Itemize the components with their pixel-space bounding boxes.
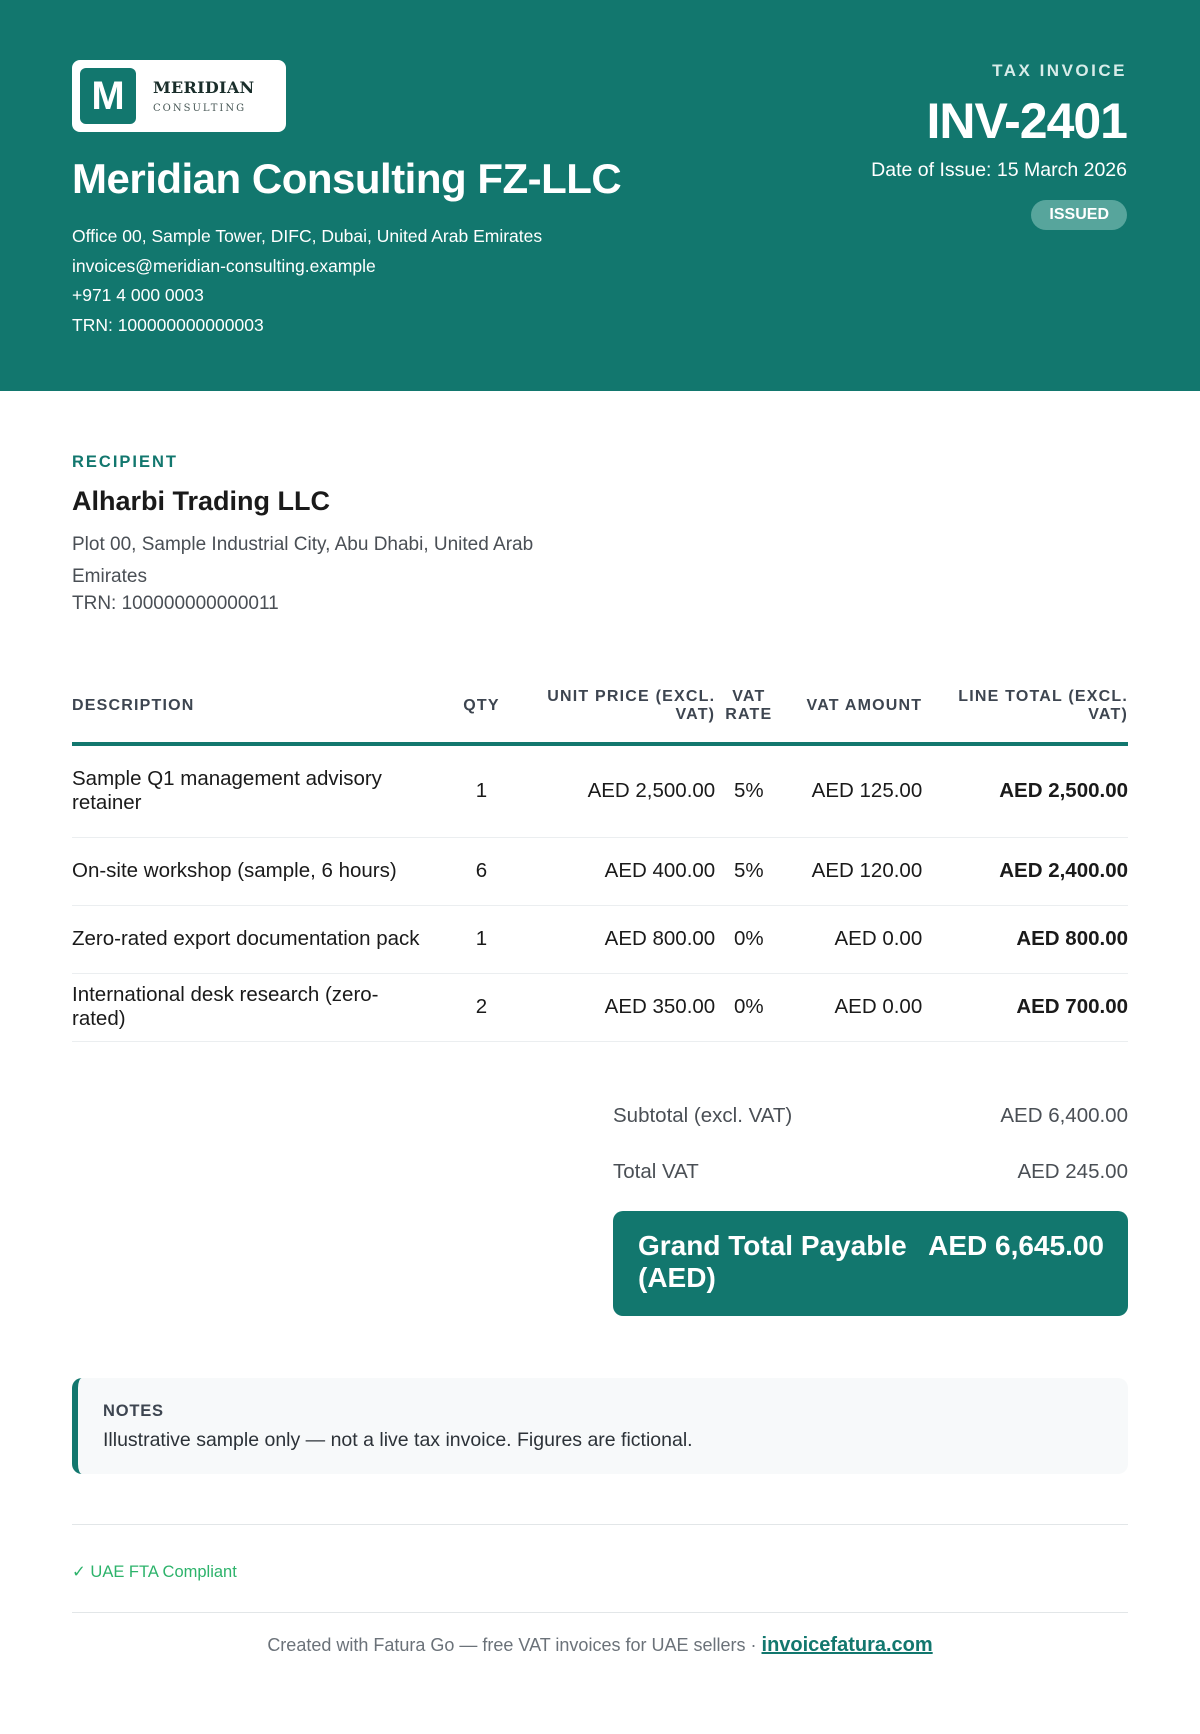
compliance-badge: ✓ UAE FTA Compliant	[72, 1563, 237, 1581]
cell-line-total: AED 2,400.00	[922, 837, 1128, 905]
company-name: Meridian Consulting FZ-LLC	[72, 155, 622, 202]
grand-total-label: Grand Total Payable (AED)	[638, 1230, 907, 1293]
logo-mark: M	[80, 68, 136, 124]
issue-date	[871, 159, 1127, 182]
cell-vat-amount: AED 0.00	[782, 973, 922, 1041]
header-unit-price: UNIT PRICE (EXCL. VAT)	[501, 670, 715, 744]
footer-link[interactable]: invoicefatura.com	[761, 1634, 933, 1656]
cell-qty: 1	[462, 744, 502, 837]
table-row	[72, 744, 1128, 837]
cell-line-total: AED 700.00	[922, 973, 1128, 1041]
table-row	[72, 837, 1128, 905]
recipient-label: RECIPIENT	[72, 453, 179, 471]
invoice-number: INV-2401	[926, 93, 1127, 149]
header-line-total: LINE TOTAL (EXCL. VAT)	[922, 670, 1128, 744]
recipient-name: Alharbi Trading LLC	[72, 486, 331, 516]
notes-title: NOTES	[103, 1402, 164, 1420]
line-items-table	[72, 670, 1128, 1042]
cell-unit-price: AED 350.00	[501, 973, 715, 1041]
logo-name: MERIDIAN	[153, 78, 255, 97]
cell-vat-amount: AED 125.00	[782, 744, 922, 837]
cell-vat-rate: 0%	[715, 905, 782, 973]
company-address: Office 00, Sample Tower, DIFC, Dubai, United Arab Emirates	[72, 226, 543, 246]
cell-qty: 2	[462, 973, 502, 1041]
cell-vat-rate: 0%	[715, 973, 782, 1041]
cell-unit-price: AED 800.00	[501, 905, 715, 973]
cell-description: Zero-rated export documentation pack	[72, 905, 462, 973]
table-row	[72, 905, 1128, 973]
subtotal-label: Subtotal (excl. VAT)	[613, 1104, 793, 1127]
subtotal-value: AED 6,400.00	[1000, 1104, 1128, 1127]
cell-vat-rate: 5%	[715, 837, 782, 905]
company-email: invoices@meridian-consulting.example	[72, 255, 376, 276]
cell-vat-rate: 5%	[715, 744, 782, 837]
total-vat-value: AED 245.00	[1017, 1160, 1128, 1183]
logo-subtitle: CONSULTING	[153, 103, 247, 114]
company-trn: TRN: 100000000000003	[72, 314, 264, 335]
issue-date-label: Date of Issue:	[871, 159, 992, 181]
header-qty: QTY	[462, 670, 502, 744]
company-logo	[72, 60, 286, 132]
recipient-address: Plot 00, Sample Industrial City, Abu Dhabi, United Arab Emirates	[72, 534, 534, 587]
footer-text: Created with Fatura Go — free VAT invoices for UAE sellers ·	[267, 1635, 757, 1655]
recipient-trn: TRN: 100000000000011	[72, 593, 279, 614]
header-vat-amount: VAT AMOUNT	[782, 670, 922, 744]
status-badge: ISSUED	[1031, 200, 1127, 230]
table-row	[72, 973, 1128, 1041]
grand-total-box	[613, 1211, 1128, 1316]
grand-total-value: AED 6,645.00	[928, 1230, 1104, 1261]
company-details	[72, 222, 542, 340]
header-description: DESCRIPTION	[72, 670, 462, 744]
cell-qty: 6	[462, 837, 502, 905]
cell-vat-amount: AED 120.00	[782, 837, 922, 905]
cell-line-total: AED 2,500.00	[922, 744, 1128, 837]
cell-description: International desk research (zero-rated)	[72, 973, 462, 1041]
document-type: TAX INVOICE	[992, 61, 1127, 80]
footer	[0, 1634, 1200, 1657]
cell-unit-price: AED 2,500.00	[501, 744, 715, 837]
company-phone: +971 4 000 0003	[72, 285, 204, 305]
header-vat-rate: VAT RATE	[715, 670, 782, 744]
divider	[72, 1612, 1128, 1613]
cell-unit-price: AED 400.00	[501, 837, 715, 905]
cell-vat-amount: AED 0.00	[782, 905, 922, 973]
invoice-header	[0, 0, 1200, 391]
notes-body: Illustrative sample only — not a live tax invoice. Figures are fictional.	[103, 1429, 693, 1451]
notes-box	[72, 1378, 1128, 1474]
cell-line-total: AED 800.00	[922, 905, 1128, 973]
issue-date-value: 15 March 2026	[996, 159, 1127, 181]
cell-qty: 1	[462, 905, 502, 973]
cell-description: Sample Q1 management advisory retainer	[72, 744, 462, 837]
cell-description: On-site workshop (sample, 6 hours)	[72, 837, 462, 905]
table-header-row	[72, 670, 1128, 744]
divider	[72, 1524, 1128, 1525]
total-vat-label: Total VAT	[613, 1160, 699, 1183]
